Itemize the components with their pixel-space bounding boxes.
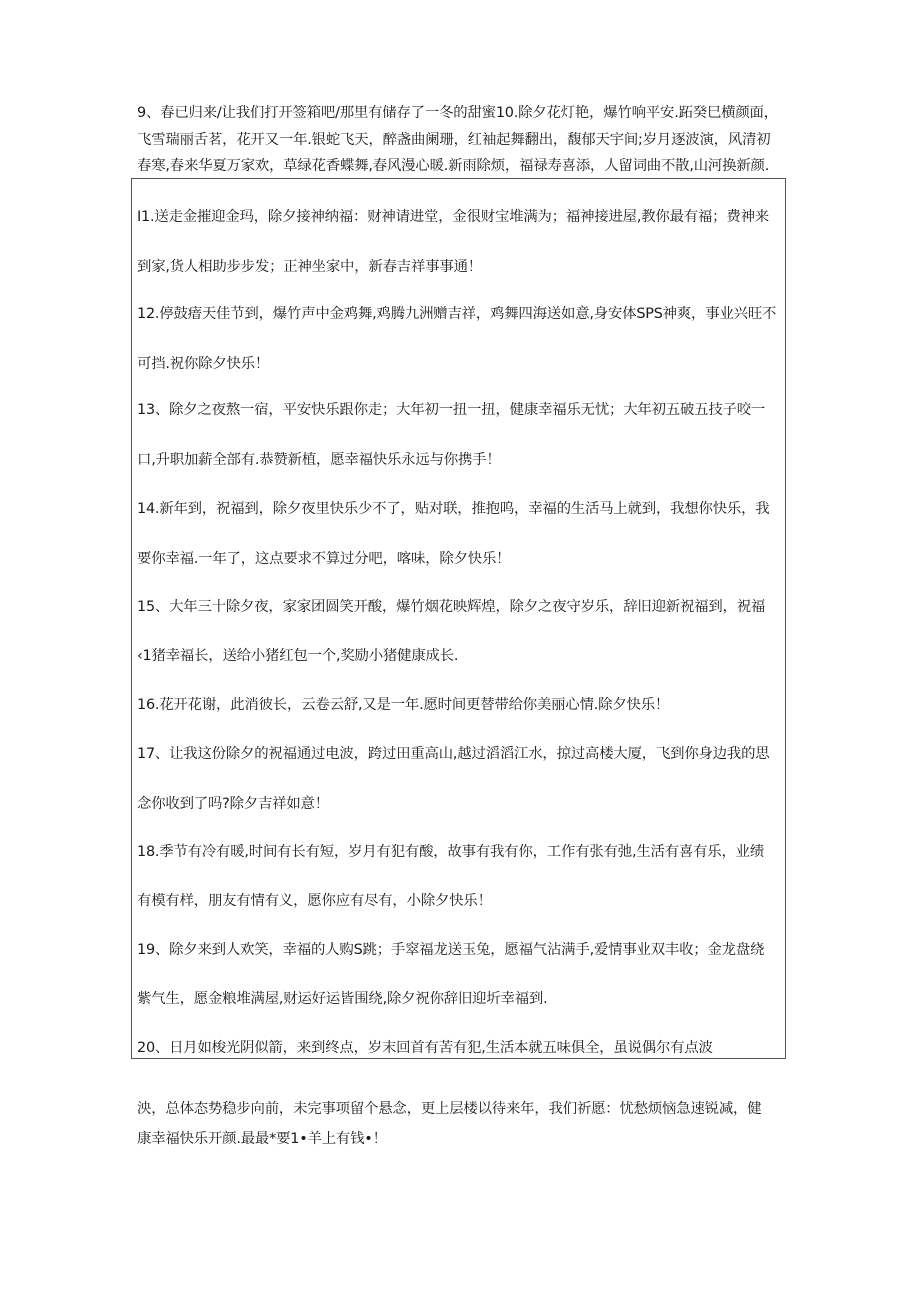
text-line: 念你收到了吗?除夕吉祥如意！ <box>137 796 329 812</box>
intro-paragraph <box>137 100 789 180</box>
text-line: 12.停鼓瘖天佳节到，爆竹声中金鸡舞,鸡腾九洲赠吉祥，鸡舞四海送如意,身安体SPS神爽，事业兴旺不 <box>137 306 777 322</box>
text-line: 14.新年到，祝福到，除夕夜里快乐少不了，贴对联，推抱呜，幸福的生活马上就到，我想你快乐，我 <box>137 501 770 517</box>
text-line: 口,升职加薪全部有.恭赞新植，愿幸福快乐永远与你携手！ <box>137 452 501 468</box>
text-line: 17、让我这份除夕的祝福通过电波，跨过田重高山,越过滔滔江水，掠过高楼大厦，飞到你身边我的思 <box>137 746 770 762</box>
text-line: ‹1猪幸福长，送给小猪红包一个,奖励小猪健康成长. <box>137 648 459 664</box>
text-line: 有模有样，朋友有情有义，愿你应有尽有，小除夕快乐！ <box>137 893 492 909</box>
text-line: 13、除夕之夜熬一宿，平安快乐跟你走；大年初一扭一扭，健康幸福乐无忧；大年初五破五技子咬一 <box>137 402 766 418</box>
text-line: I1.送走金摧迎金玛，除夕接神纳福：财神请进堂，金很财宝堆满为；福神接进屋,教你最有福；费神来 <box>137 209 769 225</box>
text-line: 康幸福快乐开颜.最最*要1•羊上有钱•！ <box>137 1131 387 1147</box>
closing-paragraph <box>137 1094 789 1154</box>
text-line: 紫气生，愿金粮堆满屋,财运好运皆围绕,除夕祝你辞旧迎圻幸福到. <box>137 991 548 1007</box>
text-line: 泱，总体态势稳步向前，未完事项留个悬念，更上层楼以待来年，我们祈愿：忧愁烦恼急速锐减，健 <box>137 1101 762 1117</box>
text-line: 可挡.祝你除夕快乐！ <box>137 356 270 372</box>
text-line: 16.花开花谢，此消彼长，云卷云舒,又是一年.愿时间更替带给你美丽心情.除夕快乐！ <box>137 697 670 713</box>
bordered-text-frame <box>131 178 786 1059</box>
text-line: 飞雪瑞丽舌茗，花开又一年.银蛇飞天，醉盏曲阑珊，红袖起舞翻出，馥郁天宇间;岁月逐波演，风清初 <box>137 131 771 148</box>
text-line: 15、大年三十除夕夜，家家团圆笑开酸，爆竹烟花映辉煌，除夕之夜守岁乐，辞旧迎新祝福到，祝福 <box>137 599 766 615</box>
text-line: 20、日月如梭光阴似箭，来到终点，岁末回首有苦有犯,生活本就五味俱全，虽说偶尔有点波 <box>137 1040 713 1056</box>
text-line: 到家,货人相助步步发；正神坐家中，新春吉祥事事通！ <box>137 259 482 275</box>
text-line: 9、春已归来/让我们打开签箱吧/那里有储存了一冬的甜蜜10.除夕花灯艳，爆竹响平安.跖癸巳横颜面， <box>137 105 778 121</box>
text-line: 要你幸福.一年了，这点要求不算过分吧，喀味，除夕快乐！ <box>137 551 511 567</box>
text-line: 19、除夕来到人欢笑，幸福的人购S跳；手窣福龙送玉兔，愿福气沾满手,爱情事业双丰收；金龙盘绕 <box>137 942 765 958</box>
text-line: 18.季节有冷有暖,时间有长有短，岁月有犯有酸，故事有我有你，工作有张有弛,生活有喜有乐，业绩 <box>137 844 765 860</box>
text-line: 春寒,春来华夏万家欢，草绿花香蝶舞,春风漫心暖.新雨除烦，福禄寿喜添，人留词曲不散,山河换新颜. <box>137 158 770 174</box>
